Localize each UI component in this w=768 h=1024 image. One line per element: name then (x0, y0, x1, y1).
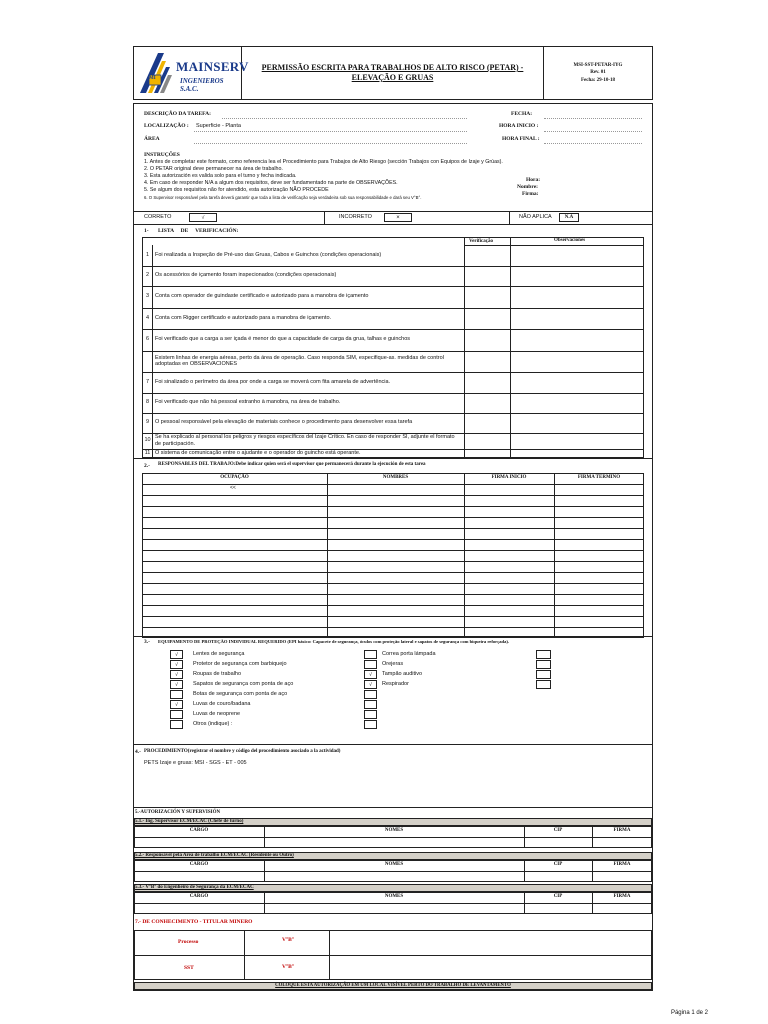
checklist-verification-cell[interactable] (465, 434, 509, 448)
ppe-checkbox[interactable] (170, 710, 183, 719)
ppe-checkbox-extra[interactable] (536, 680, 551, 689)
legend-correct-label: CORRETO (144, 214, 172, 220)
authorization-cell[interactable] (135, 872, 263, 881)
section2-number: 2.- (144, 463, 150, 469)
authorization-cell[interactable] (593, 872, 651, 881)
checklist-observation-cell[interactable] (511, 434, 643, 448)
ppe-label: Sapatos de segurança com ponta de aço (193, 681, 294, 687)
checklist-verification-cell[interactable] (465, 352, 509, 371)
ppe-checkbox[interactable] (364, 660, 377, 669)
authorization-cell[interactable] (265, 872, 523, 881)
section2-title: RESPONSABLES DEL TRABAJO:Debe indicar quien será el supervisor que permanecerá durante la ejecución de esta tarea (158, 462, 426, 467)
responsibles-cell[interactable] (555, 518, 643, 527)
responsibles-cell[interactable] (328, 606, 463, 615)
divider (134, 224, 652, 225)
instruction-item: 5. Se algum dos requisitos não for atendido, esta autorização NÃO PROCEDE (144, 187, 329, 193)
document-title-cell (242, 47, 544, 99)
permit-form (133, 103, 653, 991)
responsibles-cell[interactable] (555, 551, 643, 560)
divider (244, 930, 245, 980)
checklist-item-number: 3 (145, 293, 150, 299)
divider (134, 211, 652, 212)
checklist-observation-cell[interactable] (511, 373, 643, 392)
section3-number: 3.- (144, 639, 150, 645)
ppe-checkbox[interactable]: √ (364, 680, 377, 689)
company-logo (134, 47, 249, 99)
responsibles-cell[interactable] (555, 617, 643, 626)
responsibles-col-header: OCUPAÇÃO (220, 475, 249, 480)
ppe-checkbox[interactable]: √ (170, 670, 183, 679)
col-observations-header: Observaciones (554, 238, 586, 243)
responsibles-cell[interactable] (328, 617, 463, 626)
location-label: LOCALIZAÇÃO : (144, 123, 189, 129)
divider (329, 930, 330, 980)
authorization-col-header: FIRMA (613, 862, 631, 867)
authorization-cell[interactable] (525, 904, 591, 913)
responsibles-cell[interactable] (465, 584, 553, 593)
checklist-item-number: 4 (145, 314, 150, 321)
divider (152, 449, 153, 458)
checklist-item-number: 6 (145, 336, 150, 342)
instructions-list (144, 159, 564, 201)
divider (152, 413, 153, 433)
responsibles-cell[interactable] (328, 562, 463, 571)
divider (134, 807, 652, 808)
responsibles-cell[interactable] (328, 507, 463, 516)
ppe-label: Luvas de neoprene (193, 711, 241, 717)
task-description-label: DESCRIÇÃO DA TAREFA: (144, 111, 211, 117)
instruction-item: 4. Em caso de responder N/A a algum dos requisitos, deve ser fundamentado na parte de OBSERVAÇÕES. (144, 180, 398, 186)
authorization-cell[interactable] (265, 904, 523, 913)
responsibles-cell[interactable] (555, 606, 643, 615)
checklist-verification-cell[interactable] (465, 394, 509, 412)
checklist-verification-cell[interactable] (465, 373, 509, 392)
responsibles-cell[interactable] (143, 507, 326, 516)
area-label: ÁREA (144, 136, 160, 142)
checklist-observation-cell[interactable] (511, 352, 643, 371)
instruction-item: 1. Antes de completar este formato, como referencia lea el Procedimiento para Trabajos de Alto Riesgo (sección Trabajos con Equipos de Izaje y Grúas). (144, 159, 503, 165)
start-time-label: HORA INICIO : (499, 123, 539, 129)
checklist-item-text: Conta com Rigger certificado e autorizado para a manobra de içamento. (155, 314, 332, 321)
authorization-col-header: CIP (553, 862, 563, 867)
authorization-col-header: CARGO (189, 828, 209, 833)
responsibles-cell[interactable] (465, 606, 553, 615)
ppe-label: Luvas de couro/badana (193, 701, 251, 707)
location-value[interactable]: Superficie - Planta (196, 123, 241, 129)
logo-subtitle: INGENIEROS S.A.C. (180, 77, 224, 93)
responsibles-cell[interactable] (555, 573, 643, 582)
authorization-col-header: CARGO (189, 894, 209, 899)
responsibles-cell[interactable] (143, 540, 326, 549)
ppe-checkbox[interactable] (364, 650, 377, 659)
checklist-verification-cell[interactable] (465, 309, 509, 328)
responsibles-cell[interactable] (328, 496, 463, 505)
responsibles-cell[interactable] (555, 529, 643, 538)
checklist-item-number: 8 (145, 399, 150, 405)
authorization-cell[interactable] (593, 904, 651, 913)
checklist-observation-cell[interactable] (511, 267, 643, 285)
authorization-cell[interactable] (525, 838, 591, 847)
col-verification-header: Verificação (469, 239, 493, 244)
legend-incorrect-label: INCORRETO (339, 214, 372, 220)
procedure-value[interactable]: PETS Izaje e gruas: MSI - SGS - ET - 005 (144, 760, 247, 766)
document-code-cell (544, 47, 652, 99)
authorization-header: 5.3.- V°B° do Engenheiro de Segurança da ECM/ECAC (135, 885, 254, 890)
ppe-checkbox[interactable] (170, 690, 183, 699)
ppe-label: Orejeras (382, 661, 404, 667)
checklist-item-number: 9 (145, 419, 150, 425)
checklist-item-number: 2 (145, 272, 150, 278)
end-time-label: HORA FINAL : (502, 136, 540, 142)
responsibles-cell[interactable] (328, 584, 463, 593)
miner-sst-vb: V°B° (282, 964, 295, 970)
checklist-observation-cell[interactable] (511, 287, 643, 307)
signoff-nombre-label: Nombre: (517, 184, 538, 190)
responsibles-cell[interactable] (328, 518, 463, 527)
divider (152, 372, 153, 393)
authorization-cell[interactable] (135, 838, 263, 847)
ppe-checkbox[interactable] (170, 720, 183, 729)
authorization-col-header: CIP (553, 828, 563, 833)
checklist-observation-cell[interactable] (511, 330, 643, 350)
section1-number: 1- (144, 228, 149, 234)
signoff-firma-label: Firma: (522, 191, 539, 197)
authorization-col-header: FIRMA (613, 894, 631, 899)
responsibles-cell[interactable] (555, 507, 643, 516)
responsibles-cell[interactable] (328, 573, 463, 582)
checklist-item-text: Foi verificado que a carga a ser içada é menor do que a capacidade de carga da grua, talhas e guinchos (155, 336, 410, 342)
ppe-label: Respirador (382, 681, 409, 687)
document-header (133, 46, 653, 100)
responsibles-cell[interactable] (555, 496, 643, 505)
responsibles-cell[interactable] (555, 595, 643, 604)
ppe-checkbox-extra[interactable] (536, 670, 551, 679)
divider (134, 636, 652, 637)
responsibles-cell[interactable] (465, 496, 553, 505)
section4-number: 4.- (135, 749, 141, 755)
miner-process-vb: V°B° (282, 937, 295, 943)
responsibles-cell[interactable] (465, 507, 553, 516)
section1-title: LISTA DE VERIFICACIÓN: (158, 228, 239, 234)
logo-name: MAINSERV (176, 59, 249, 74)
responsibles-cell[interactable] (143, 562, 326, 571)
checklist-item-text: Foi verificado que não há pessoal estranho à manobra, na área de trabalho. (155, 399, 341, 405)
responsibles-col-header: FIRMA INICIO (491, 475, 527, 480)
authorization-col-header: NOMES (384, 862, 404, 867)
miner-process-label: Processo (178, 939, 199, 945)
responsibles-cell[interactable] (143, 573, 326, 582)
legend-na-label: NÃO APLICA (519, 214, 552, 220)
responsibles-cell[interactable] (143, 529, 326, 538)
start-time-field[interactable] (544, 131, 642, 132)
ppe-checkbox[interactable]: √ (170, 660, 183, 669)
responsibles-cell[interactable] (465, 529, 553, 538)
authorization-cell[interactable] (135, 904, 263, 913)
ppe-checkbox[interactable]: √ (170, 650, 183, 659)
checklist-verification-cell[interactable] (465, 450, 509, 457)
checklist-item-text: Se ha explicado al personal los peligros y riesgos específicos del Izaje Crítico. En caso de responder SI, adjunte el formato de participación. (155, 434, 455, 447)
divider (509, 211, 510, 224)
ppe-label: Correa porta lámpada (382, 651, 436, 657)
authorization-header: 5.2.- Responsável pela Area de trabalho ECM/ECAC (Residente ou Outro) (135, 853, 294, 858)
checklist-observation-cell[interactable] (511, 309, 643, 328)
ppe-checkbox-extra[interactable] (536, 660, 551, 669)
miner-sst-label: SST (184, 965, 194, 971)
responsibles-cell[interactable] (143, 518, 326, 527)
authorization-col-header: NOMES (384, 828, 404, 833)
checklist-item-number: 11 (144, 450, 151, 456)
instruction-item: 3. Esta autorización es valida solo para el turno y fecha indicada. (144, 173, 297, 179)
responsibles-cell[interactable] (328, 540, 463, 549)
task-description-field[interactable] (222, 118, 467, 119)
responsibles-cell[interactable] (465, 551, 553, 560)
checklist-verification-cell[interactable] (465, 267, 509, 285)
checklist-verification-cell[interactable] (465, 414, 509, 432)
checklist-observation-cell[interactable] (511, 394, 643, 412)
divider (152, 329, 153, 351)
authorization-col-header: FIRMA (613, 828, 631, 833)
divider (152, 308, 153, 329)
responsibles-cell[interactable] (465, 518, 553, 527)
checklist-item-text: Foi sinalizado o perímetro da área por onde a carga se moverá com fita amarela de advertência. (155, 378, 391, 385)
instruction-item: 6. O Supervisor responsável pela tarefa deverá garantir que toda a lista de verificação seja verdadeira sob sua responsabilidade e dará seu V°B°. (144, 195, 422, 200)
document-date: Fecha: 29-10-18 (580, 77, 616, 83)
authorization-header: 5.1.- Ing. Supervisor ECM/ECAC (Chefe de turno) (135, 819, 244, 824)
authorization-col-header: NOMES (384, 894, 404, 899)
ppe-checkbox-extra[interactable] (536, 650, 551, 659)
page-number: Página 1 de 2 (670, 1010, 708, 1016)
checklist-item-number: 7 (145, 378, 150, 385)
responsibles-cell[interactable] (555, 562, 643, 571)
checklist-item-number: 10 (144, 437, 151, 443)
ppe-label: Protetor de segurança com barbiquejo (193, 661, 287, 667)
section5-title: 5.-AUTORIZACIÓN Y SUPERVISIÓN (135, 810, 221, 815)
area-field[interactable] (194, 143, 467, 144)
divider (152, 433, 153, 449)
ppe-checkbox-extra[interactable] (364, 710, 377, 719)
authorization-col-header: CARGO (189, 862, 209, 867)
checklist-item-text: O sistema de comunicação entre o ajudante e o operador do guincho está operante. (155, 450, 361, 456)
ppe-checkbox[interactable]: √ (170, 680, 183, 689)
location-field-line (194, 131, 467, 132)
responsibles-cell[interactable] (143, 617, 326, 626)
document-revision: Rev. 01 (590, 70, 606, 76)
responsibles-cell[interactable] (465, 595, 553, 604)
responsibles-cell[interactable] (555, 485, 643, 494)
divider (134, 458, 652, 459)
document-title: PERMISSÃO ESCRITA PARA TRABALHOS DE ALTO RISCO (PETAR) - ELEVAÇÃO E GRUAS (261, 63, 524, 82)
ppe-label: Tampão auditivo (382, 671, 423, 677)
checklist-verification-cell[interactable] (465, 246, 509, 265)
checklist-item-text: Os acessórios de içamento foram inspecionados (condições operacionais) (155, 272, 337, 278)
checklist-item-text: Existem linhas de energia aéreas, perto da área de operação. Caso responda SIM, especifique-as. medidas de control adoptadas en OBSERVACIONES (155, 354, 444, 367)
responsibles-cell[interactable] (143, 606, 326, 615)
responsibles-cell[interactable] (465, 540, 553, 549)
responsibles-cell[interactable] (143, 595, 326, 604)
ppe-label: Lentes de segurança (193, 651, 245, 657)
checklist-item-text: Foi realizada a Inspeção de Pré-uso das Gruas, Cabos e Guinchos (condições operacionais) (155, 251, 382, 258)
responsibles-cell[interactable] (143, 584, 326, 593)
ppe-label: Roupas de trabalho (193, 671, 242, 677)
responsibles-cell[interactable] (555, 540, 643, 549)
divider (152, 351, 153, 372)
ppe-label: Otros (indique) : (193, 721, 233, 727)
checklist-verification-cell[interactable] (465, 287, 509, 307)
divider (134, 955, 652, 956)
date-label: FECHA: (511, 111, 533, 117)
authorization-cell[interactable] (525, 872, 591, 881)
ppe-checkbox-extra[interactable] (364, 720, 377, 729)
ppe-checkbox-extra[interactable] (364, 700, 377, 709)
legend-incorrect-mark: × (384, 213, 412, 222)
logo-mark: MI (149, 76, 156, 81)
responsibles-cell[interactable] (555, 584, 643, 593)
authorization-col-header: CIP (553, 894, 563, 899)
checklist-observation-cell[interactable] (511, 450, 643, 457)
responsibles-cell[interactable] (465, 562, 553, 571)
responsibles-cell[interactable] (465, 573, 553, 582)
ppe-checkbox[interactable]: √ (170, 700, 183, 709)
responsibles-cell[interactable] (328, 485, 463, 494)
checklist-item-number: 1 (145, 251, 150, 258)
divider (134, 744, 652, 745)
section7-title: 7.- DE CONHECIMENTO - TITULAR MINERO (135, 919, 253, 925)
date-field[interactable] (544, 118, 642, 119)
divider (324, 211, 325, 224)
responsibles-cell[interactable] (465, 617, 553, 626)
checklist-verification-cell[interactable] (465, 330, 509, 350)
authorization-cell[interactable] (593, 838, 651, 847)
divider (152, 286, 153, 308)
divider (152, 266, 153, 286)
responsibles-cell[interactable] (328, 529, 463, 538)
checklist-item-text: O pessoal responsável pela elevação de materiais conhece o procedimento para desenvolver essa tarefa (155, 419, 413, 425)
responsibles-first-row-mark: << (230, 485, 236, 491)
divider (152, 245, 153, 266)
checklist-item-text: Conta com operador de guindaste certificado e autorizado para a manobra de içamento (155, 293, 369, 299)
checklist-observation-cell[interactable] (511, 246, 643, 265)
authorization-cell[interactable] (265, 838, 523, 847)
responsibles-col-header: FIRMA TERMINO (577, 475, 621, 480)
responsibles-cell[interactable] (143, 551, 326, 560)
divider (152, 393, 153, 413)
responsibles-cell[interactable] (465, 485, 553, 494)
instruction-item: 2. O PETAR original deve permanecer na área de trabalho. (144, 166, 283, 172)
checklist-observation-cell[interactable] (511, 414, 643, 432)
legend-correct-mark: √ (189, 213, 217, 222)
ppe-checkbox[interactable]: √ (364, 670, 377, 679)
responsibles-cell[interactable] (143, 496, 326, 505)
footer-note: COLOQUE ESTA AUTORIZAÇÃO EM UM LOCAL VISÍVEL PERTO DO TRABALHO DE LEVANTAMENTO (275, 983, 511, 988)
document-code: MSI-SST-PETAR-IYG (573, 62, 623, 68)
section4-title: PROCEDIMIENTO(registrar el nombre y código del procedimiento asociado a la actividad) (144, 749, 341, 754)
ppe-checkbox-extra[interactable] (364, 690, 377, 699)
instructions-title: INSTRUÇÕES (144, 152, 180, 158)
signoff-hora-label: Hora: (526, 177, 541, 183)
ppe-label: Botas de segurança com ponta de aço (193, 691, 288, 697)
section3-title: EQUIPAMENTO DE PROTEÇÃO INDIVIDUAL REQUERIDO (EPI básico: Capacete de segurança, óculos com proteção lateral e sapatos de segurança com biqueira reforçada). (158, 639, 510, 644)
end-time-field[interactable] (544, 143, 642, 144)
responsibles-col-header: NOMBRES (382, 475, 409, 480)
responsibles-cell[interactable] (328, 595, 463, 604)
legend-na-mark: N.A (559, 213, 579, 222)
responsibles-cell[interactable] (328, 551, 463, 560)
